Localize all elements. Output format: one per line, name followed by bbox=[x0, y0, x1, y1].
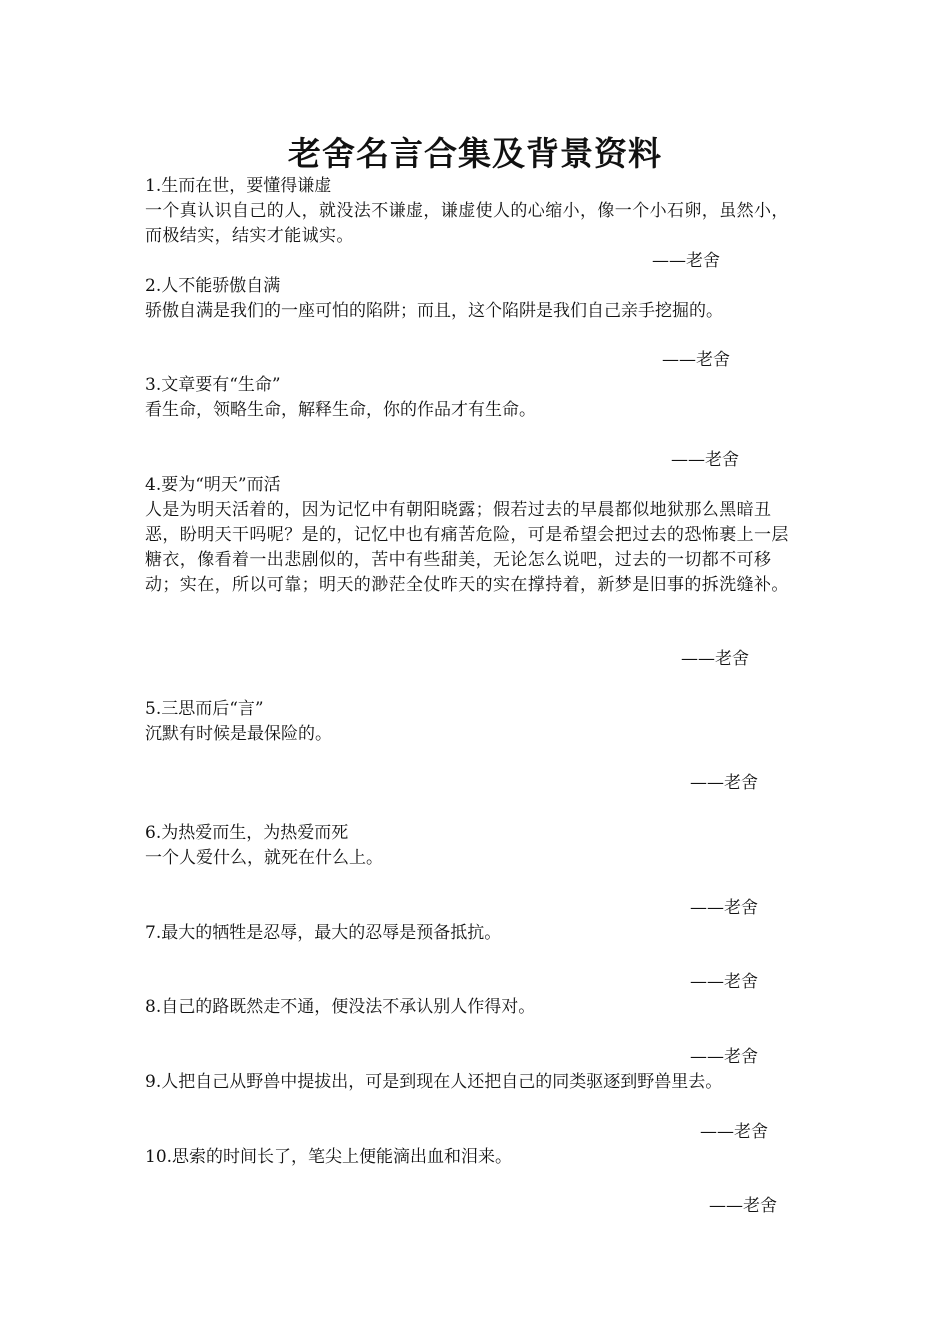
entry-text: 人是为明天活着的，因为记忆中有朝阳晓露；假若过去的早晨都似地狱那么黑暗丑恶，盼明天干吗呢？是的，记忆中也有痛苦危险，可是希望会把过去的恐怖裹上一层糖衣，像看着一出悲剧似的，苦中有些甜美，无论怎么说吧，过去的一切都不可移动；实在，所以可靠；明天的渺茫全仗昨天的实在撑持着，新梦是旧事的拆洗缝补。 bbox=[145, 500, 789, 595]
document-title: 老舍名言合集及背景资料 bbox=[288, 134, 662, 173]
entry-attribution: ——老舍 bbox=[690, 773, 758, 793]
entry-text: 8.自己的路既然走不通，便没法不承认别人作得对。 bbox=[145, 997, 536, 1017]
entry-heading: 4.要为“明天”而活 bbox=[145, 475, 281, 495]
entry-text: 7.最大的牺牲是忍辱，最大的忍辱是预备抵抗。 bbox=[145, 923, 502, 943]
entry-heading: 3.文章要有“生命” bbox=[145, 375, 281, 395]
entry-attribution: ——老舍 bbox=[671, 450, 739, 470]
entry-attribution: ——老舍 bbox=[681, 649, 749, 669]
entry-attribution: ——老舍 bbox=[690, 972, 758, 992]
entry-heading: 6.为热爱而生，为热爱而死 bbox=[145, 823, 349, 843]
entry-attribution: ——老舍 bbox=[709, 1196, 777, 1216]
entry-attribution: ——老舍 bbox=[652, 251, 720, 271]
entry-text: 一个人爱什么，就死在什么上。 bbox=[145, 848, 383, 868]
entry-text: 沉默有时候是最保险的。 bbox=[145, 724, 332, 744]
entry-text: 一个真认识自己的人，就没法不谦虚，谦虚使人的心缩小，像一个小石卵，虽然小，而极结实，结实才能诚实。 bbox=[145, 201, 789, 246]
entry-attribution: ——老舍 bbox=[690, 898, 758, 918]
entry-attribution: ——老舍 bbox=[700, 1122, 768, 1142]
entry-attribution: ——老舍 bbox=[690, 1047, 758, 1067]
entry-text: 9.人把自己从野兽中提拔出，可是到现在人还把自己的同类驱逐到野兽里去。 bbox=[145, 1072, 723, 1092]
entry-text: 10.思索的时间长了，笔尖上便能滴出血和泪来。 bbox=[145, 1147, 513, 1167]
entry-text: 骄傲自满是我们的一座可怕的陷阱；而且，这个陷阱是我们自己亲手挖掘的。 bbox=[145, 301, 723, 321]
entry-text: 看生命，领略生命，解释生命，你的作品才有生命。 bbox=[145, 400, 536, 420]
entry-attribution: ——老舍 bbox=[662, 350, 730, 370]
entry-heading: 5.三思而后“言” bbox=[145, 699, 264, 719]
entry-heading: 2.人不能骄傲自满 bbox=[145, 276, 281, 296]
entry-heading: 1.生而在世，要懂得谦虚 bbox=[145, 176, 332, 196]
